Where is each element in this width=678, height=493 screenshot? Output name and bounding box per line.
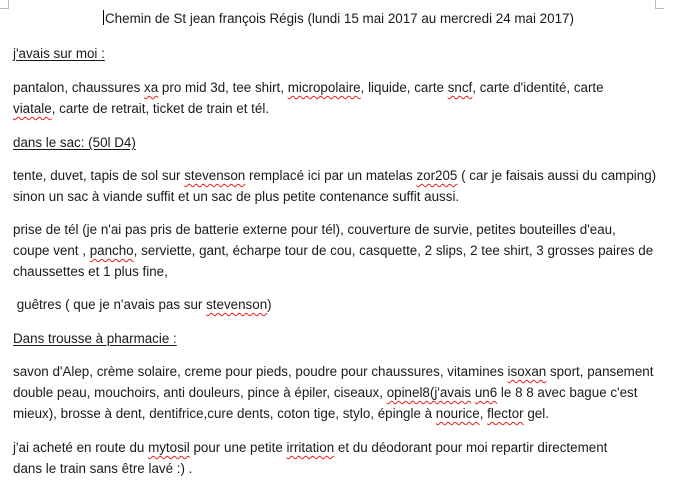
misspelled-word[interactable]: irritation xyxy=(286,440,335,455)
misspelled-word[interactable]: sncf xyxy=(447,80,473,95)
section-heading[interactable]: j'avais sur moi : xyxy=(13,46,105,61)
misspelled-word[interactable]: xa xyxy=(144,80,159,95)
misspelled-word[interactable]: micropolaire xyxy=(287,80,361,95)
misspelled-word[interactable]: flector xyxy=(487,406,524,421)
section-heading[interactable]: Dans trousse à pharmacie : xyxy=(13,331,177,346)
misspelled-word[interactable]: isoxan xyxy=(507,364,547,379)
page-corner-mark xyxy=(0,0,9,9)
misspelled-word[interactable]: nourice xyxy=(435,406,480,421)
misspelled-word[interactable]: viatale xyxy=(13,101,52,116)
paragraph[interactable]: pantalon, chaussures xa pro mid 3d, tee shirt, micropolaire, liquide, carte sncf, carte d'identité, carte viatale, carte de retrait, ticket de train et tél. xyxy=(13,80,604,116)
paragraph[interactable]: prise de tél (je n'ai pas pris de batterie externe pour tél), couverture de survie, petites bouteilles d'eau, coupe vent , pancho, serviette, gant, écharpe tour de cou, casquette, 2 slips, 2 tee shirt, 3 grosses paires de chaussettes et 1 plus fine, xyxy=(13,222,654,279)
misspelled-word[interactable]: mytosil xyxy=(148,440,190,455)
document-title[interactable]: Chemin de St jean françois Régis (lundi 15 mai 2017 au mercredi 24 mai 2017) xyxy=(105,11,574,26)
page-corner-mark xyxy=(655,0,664,9)
misspelled-word[interactable]: stevenson xyxy=(206,297,268,312)
paragraph[interactable]: savon d'Alep, crème solaire, creme pour pieds, poudre pour chaussures, vitamines isoxan sport, pansement double peau, mouchoirs, anti douleurs, pince à épiler, ciseaux, opinel8(j'avais un6 le 8 8 avec bague c'est mieux), brosse à dent, dentifrice,cure dents, coton tige, stylo, épingle à nourice, flector gel. xyxy=(13,364,654,421)
paragraph[interactable]: j'ai acheté en route du mytosil pour une petite irritation et du déodorant pour moi repartir directement dans le train sans être lavé :) . xyxy=(13,440,608,476)
text-cursor xyxy=(103,10,104,25)
misspelled-word[interactable]: pancho xyxy=(89,243,134,258)
paragraph[interactable]: tente, duvet, tapis de sol sur stevenson remplacé ici par un matelas zor205 ( car je faisais aussi du camping) sinon un sac à viande suffit et un sac de plus petite contenance suffit aussi. xyxy=(13,168,657,204)
misspelled-word[interactable]: zor205 xyxy=(416,168,458,183)
misspelled-word[interactable]: un6 xyxy=(474,385,498,400)
misspelled-word[interactable]: opinel8(j'avais xyxy=(386,385,472,400)
misspelled-word[interactable]: stevenson xyxy=(184,168,246,183)
section-heading[interactable]: dans le sac: (50l D4) xyxy=(13,135,136,150)
paragraph[interactable]: guêtres ( que je n'avais pas sur stevenson) xyxy=(13,297,272,312)
